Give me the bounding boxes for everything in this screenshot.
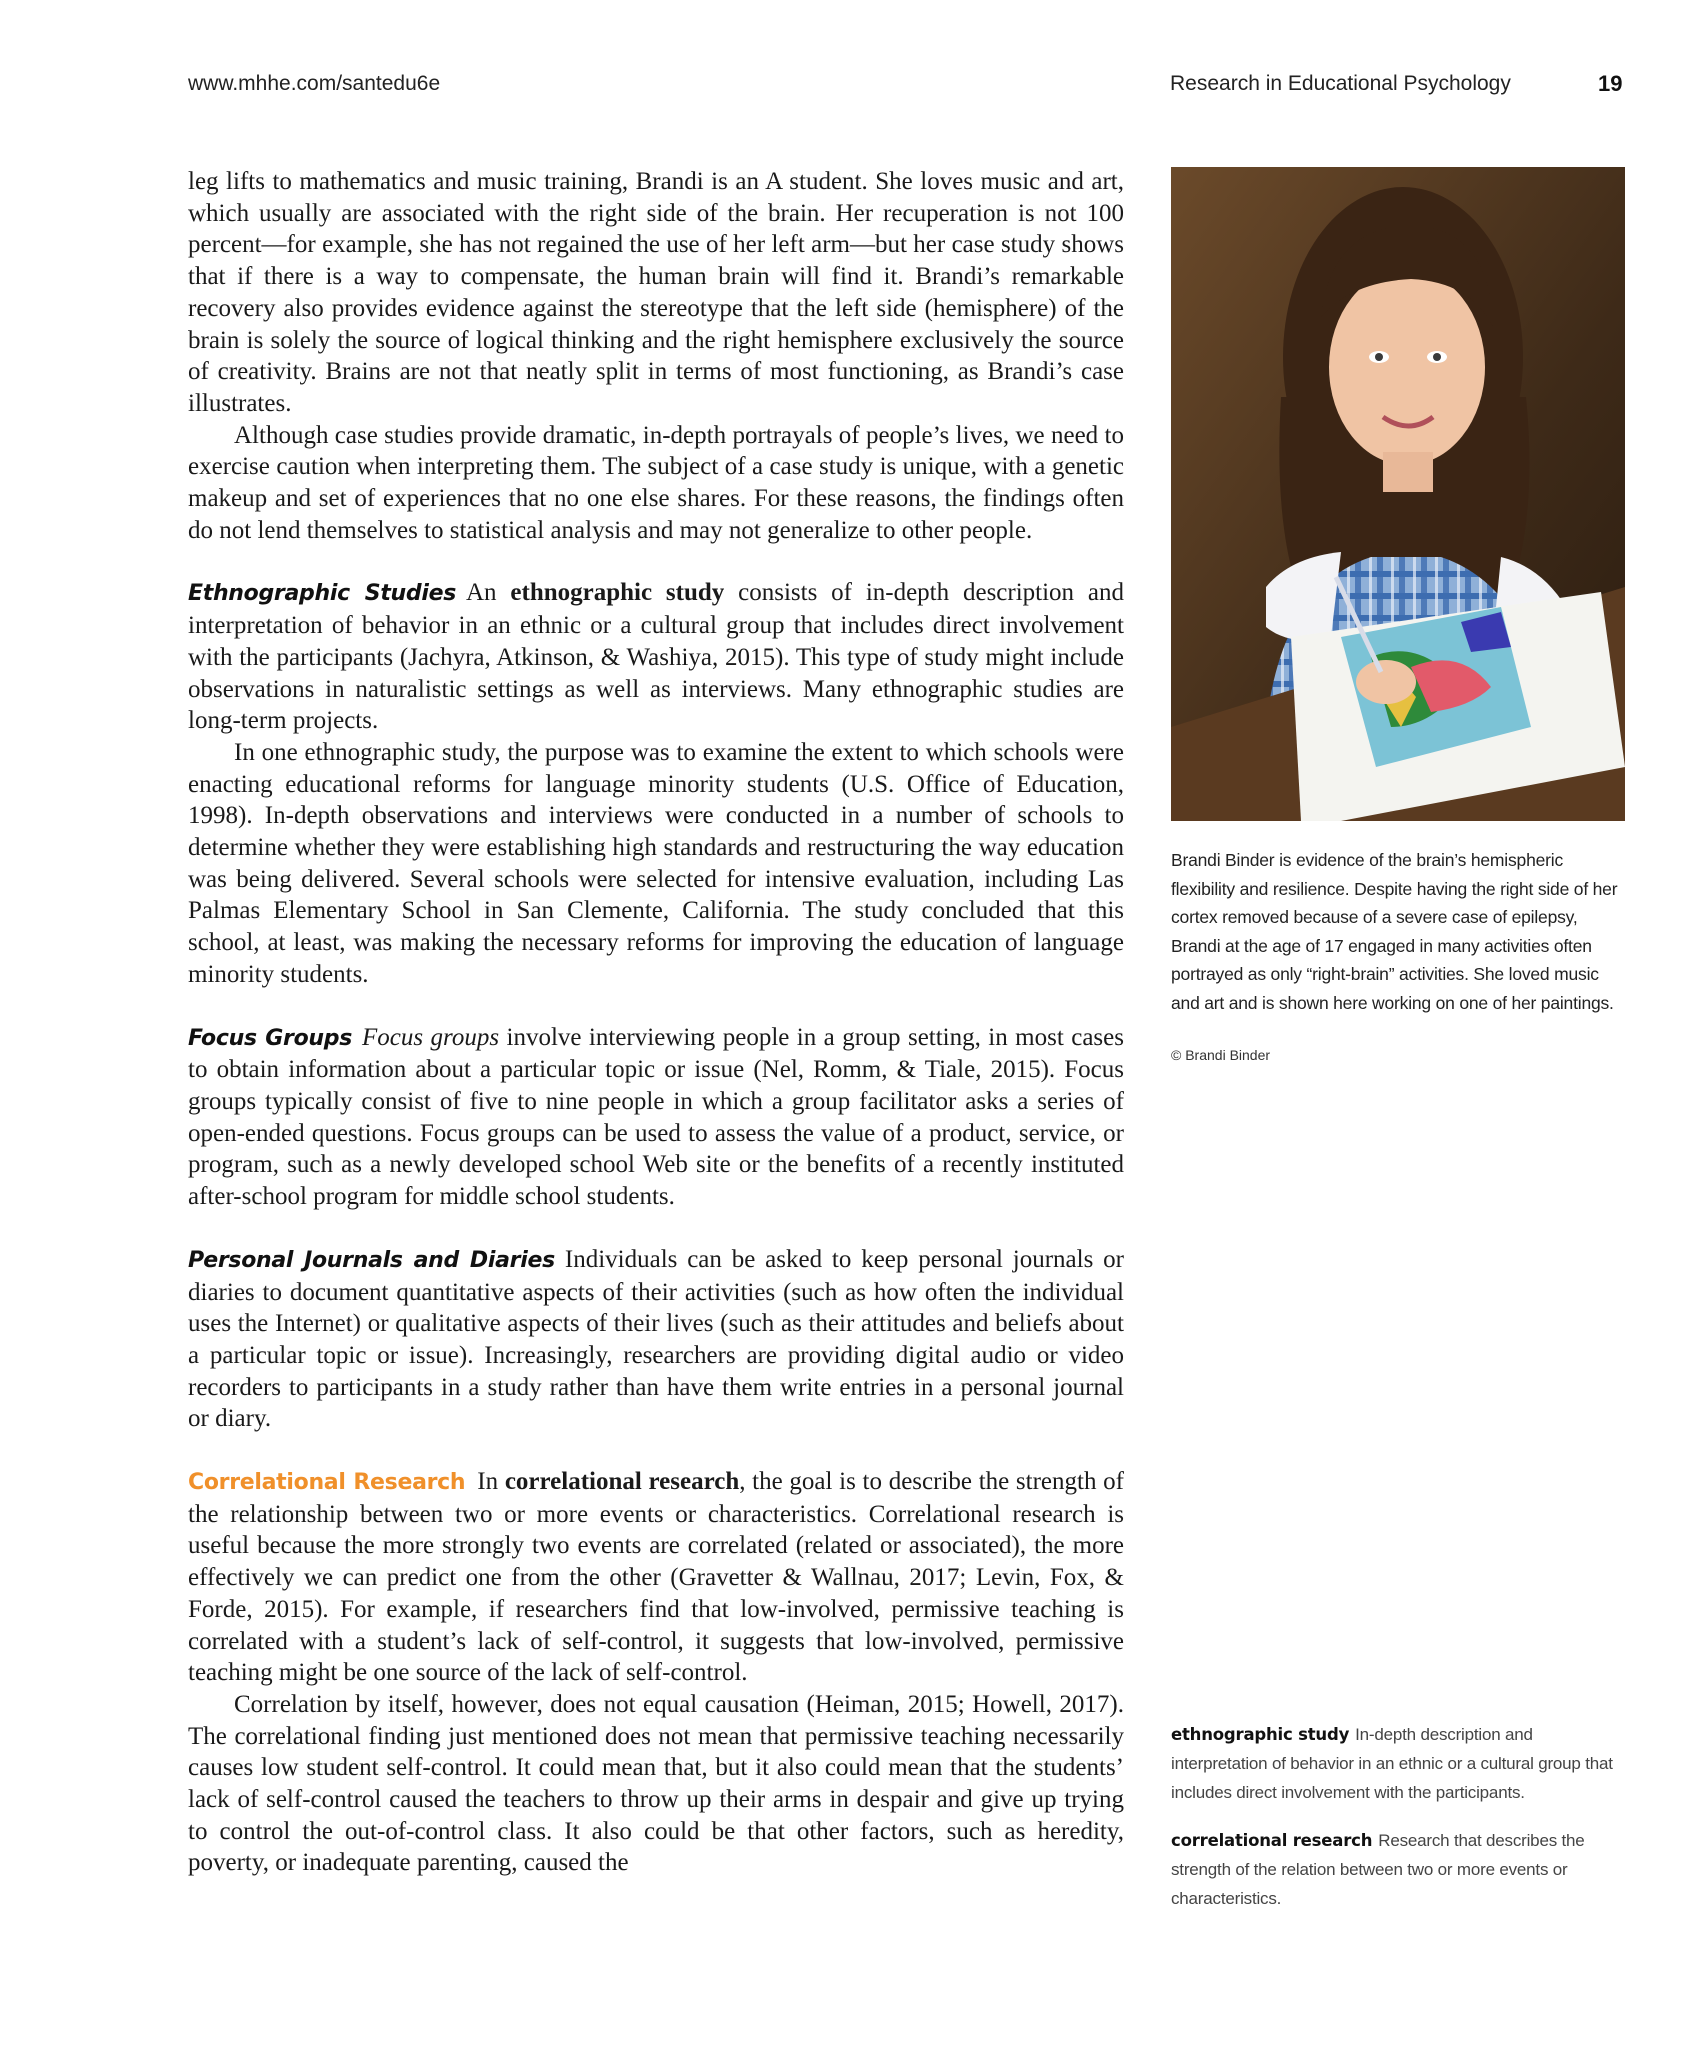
page-number: 19 bbox=[1598, 71, 1623, 96]
glossary-term: ethnographic study bbox=[1171, 1725, 1350, 1744]
glossary-entry bbox=[1171, 1720, 1626, 1807]
paragraph-focus-groups bbox=[188, 1022, 1124, 1213]
heading-personal-journals: Personal Journals and Diaries bbox=[188, 1247, 555, 1273]
paragraph: In one ethnographic study, the purpose was to examine the extent to which schools were enacting educational reforms for language minority students (U.S. Office of Education, 1998). In-depth observations and interviews were conducted in a number of schools to determine whether they were establishing high standards and restructuring the way education was being delivered. Several schools were selected for intensive evaluation, including Las Palmas Elementary School in San Clemente, California. The study concluded that this school, at least, was making the necessary reforms for improving the education of language minority students. bbox=[188, 738, 1124, 988]
photo-caption: Brandi Binder is evidence of the brain’s hemispheric flexibility and resilience. Despite having the right side of her cortex removed because of a severe case of epilepsy, Brandi at the age of 17 engaged in many activities often portrayed as only “right-brain” activities. She loved music and art and is shown here working on one of her paintings. bbox=[1171, 850, 1618, 1013]
photo-brandi-painting bbox=[1171, 167, 1625, 821]
italic-term-focus-groups: Focus groups bbox=[362, 1023, 500, 1051]
glossary-definition: In-depth description and interpretation of behavior in an ethnic or a cultural group that includes direct involvement with the participants. bbox=[1171, 1725, 1613, 1802]
key-term-ethnographic-study: ethnographic study bbox=[510, 579, 725, 607]
paragraph-ethnographic bbox=[188, 577, 1124, 737]
glossary-definition: Research that describes the strength of the relation between two or more events or characteristics. bbox=[1171, 1831, 1585, 1908]
header-url: www.mhhe.com/santedu6e bbox=[188, 72, 441, 95]
text-run: , the goal is to describe the strength of the relationship between two or more events or characteristics. Correlational research is useful because the more strongly two events are correlated (related or associated), the more effectively we can predict one from the other (Gravetter & Wallnau, 2017; Levin, Fox, & Forde, 2015). For example, if researchers find that low-involved, permissive teaching is correlated with a student’s lack of self-control, it suggests that low-involved, permissive teaching might be one source of the lack of self-control. bbox=[188, 1468, 1125, 1687]
paragraph-journals bbox=[188, 1244, 1124, 1435]
heading-correlational-research: Correlational Research bbox=[188, 1470, 466, 1496]
glossary-entry bbox=[1171, 1826, 1626, 1913]
running-head: Research in Educational Psychology bbox=[1170, 72, 1511, 95]
main-column bbox=[188, 166, 1124, 1879]
text-run: consists of in-depth description and interpretation of behavior in an ethnic or a cultural group that includes direct involvement with the participants (Jachyra, Atkinson, & Washiya, 2015). This type of study might include observations in naturalistic settings as well as interviews. Many ethnographic studies are long-term projects. bbox=[188, 579, 1124, 735]
text-run: involve interviewing people in a group setting, in most cases to obtain information about a particular topic or issue (Nel, Romm, & Tiale, 2015). Focus groups typically consist of five to nine people in which a group facilitator asks a series of open-ended questions. Focus groups can be used to assess the value of a product, service, or program, such as a newly developed school Web site or the benefits of a recently instituted after-school program for middle school students. bbox=[188, 1023, 1124, 1211]
paragraph: Although case studies provide dramatic, in-depth portrayals of people’s lives, we need to exercise caution when interpreting them. The subject of a case study is unique, with a genetic makeup and set of experiences that no one else shares. For these reasons, the findings often do not lend themselves to statistical analysis and may not generalize to other people. bbox=[188, 421, 1124, 544]
paragraph: Correlation by itself, however, does not equal causation (Heiman, 2015; Howell, 2017). The correlational finding just mentioned does not mean that permissive teaching necessarily causes low student self-control. It could mean that, but it also could mean that the students’ lack of self-control caused the teachers to throw up their arms in despair and give up trying to control the out-of-control class. It also could be that other factors, such as heredity, poverty, or inadequate parenting, caused the bbox=[188, 1690, 1124, 1877]
text-run: An bbox=[466, 579, 511, 607]
paragraph: leg lifts to mathematics and music training, Brandi is an A student. She loves music and art, which usually are associated with the right side of the brain. Her recuperation is not 100 percent—for example, she has not regained the use of her left arm—but her case study shows that if there is a way to compensate, the human brain will find it. Brandi’s remarkable recovery also provides evidence against the stereotype that the left side (hemisphere) of the brain is solely the source of logical thinking and the right hemisphere exclusively the source of creativity. Brains are not that neatly split in terms of most functioning, as Brandi’s case illustrates. bbox=[188, 168, 1124, 417]
text-run: In bbox=[477, 1468, 505, 1496]
text-run: Individuals can be asked to keep personal journals or diaries to document quantitative aspects of their activities (such as how often the individual uses the Internet) or qualitative aspects of their lives (such as their attitudes and beliefs about a particular topic or issue). Increasingly, researchers are providing digital audio or video recorders to participants in a study rather than have them write entries in a personal journal or diary. bbox=[188, 1245, 1124, 1433]
photo-credit: © Brandi Binder bbox=[1171, 1047, 1271, 1063]
paragraph-correlational bbox=[188, 1466, 1124, 1689]
glossary-term: correlational research bbox=[1171, 1831, 1373, 1850]
key-term-correlational-research: correlational research bbox=[504, 1468, 740, 1496]
heading-ethnographic-studies: Ethnographic Studies bbox=[188, 581, 456, 607]
heading-focus-groups: Focus Groups bbox=[188, 1025, 353, 1051]
